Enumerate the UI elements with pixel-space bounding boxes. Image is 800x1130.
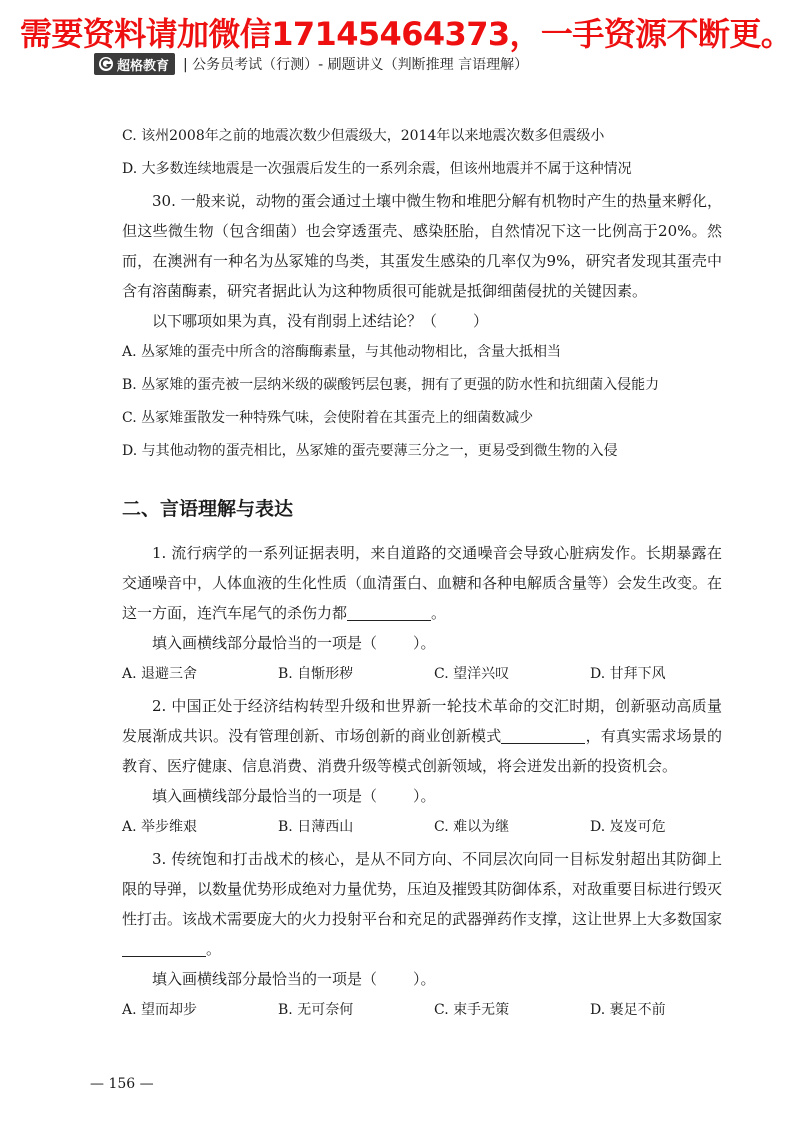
page-number: — 156 — [90,1076,154,1092]
q2-option-c: C. 难以为继 [434,819,510,835]
fill-blank [501,725,585,744]
q30-stem: 30. 一般来说，动物的蛋会通过土壤中微生物和堆肥分解有机物时产生的热量来孵化，但这些微生物（包含细菌）也会穿透蛋壳、感染胚胎，自然情况下这一比例高于20%。然而，在澳洲有一种名为丛冢雉的鸟类，其蛋发生感染的几率仅为9%，研究者发现其蛋壳中含有溶菌酶素，研究者据此认为这种物质很可能就是抵御细菌侵扰的关键因素。 [122,192,723,300]
q1-options [122,658,722,691]
q3-option-c: C. 束手无策 [434,1002,510,1018]
watermark-text: 需要资料请加微信17145464373，一手资源不断更。 [20,15,793,53]
q30-question: 以下哪项如果为真，没有削弱上述结论？（ ） [152,312,489,330]
q29-option-d: D. 大多数连续地震是一次强震后发生的一系列余震，但该州地震并不属于这种情况 [122,161,632,177]
q1-option-a: A. 退避三舍 [122,666,198,682]
q30-option-d: D. 与其他动物的蛋壳相比，丛冢雉的蛋壳要薄三分之一，更易受到微生物的入侵 [122,443,618,459]
fill-blank [122,938,206,957]
brand-g-icon [98,56,114,72]
q3-stem: 3. 传统饱和打击战术的核心，是从不同方向、不同层次向同一目标发射超出其防御上限的导弹，以数量优势形成绝对力量优势，压迫及摧毁其防御体系，对敌重要目标进行毁灭性打击。该战术需要庞大的火力投射平台和充足的武器弹药作支撑，这让世界上大多数国家。 [122,850,723,958]
q3-prompt: 填入画横线部分最恰当的一项是（ ）。 [152,970,436,988]
q3-option-a: A. 望而却步 [122,1002,198,1018]
q30-option-a: A. 丛冢雉的蛋壳中所含的溶酶酶素量，与其他动物相比，含量大抵相当 [122,344,562,360]
q3-option-d: D. 裹足不前 [590,1002,666,1018]
q1-stem: 1. 流行病学的一系列证据表明，来自道路的交通噪音会导致心脏病发作。长期暴露在交通噪音中，人体血液的生化性质（血清蛋白、血糖和各种电解质含量等）会发生改变。在这一方面，连汽车尾气的杀伤力都 。 [122,544,723,622]
q3-options [122,994,722,1027]
q3-option-b: B. 无可奈何 [278,1002,354,1018]
q2-option-d: D. 岌岌可危 [590,819,666,835]
q2-option-a: A. 举步维艰 [122,819,198,835]
q1-option-d: D. 甘拜下风 [590,666,666,682]
q2-option-b: B. 日薄西山 [278,819,354,835]
fill-blank [347,602,431,621]
q2-options [122,811,722,844]
header-title: | 公务员考试（行测）- 刷题讲义（判断推理 言语理解） [183,57,529,73]
q1-option-b: B. 自惭形秽 [278,666,354,682]
q30-option-c: C. 丛冢雉蛋散发一种特殊气味，会使附着在其蛋壳上的细菌数减少 [122,410,534,426]
brand-logo [94,53,175,75]
page-content [122,120,722,1027]
section-title: 二、言语理解与表达 [122,498,294,520]
page-header [94,52,528,76]
q2-prompt: 填入画横线部分最恰当的一项是（ ）。 [152,787,436,805]
brand-name: 超格教育 [117,58,170,74]
q30-option-b: B. 丛冢雉的蛋壳被一层纳米级的碳酸钙层包裹，拥有了更强的防水性和抗细菌入侵能力 [122,377,660,393]
q29-option-c: C. 该州2008年之前的地震次数少但震级大，2014年以来地震次数多但震级小 [122,128,605,144]
q1-option-c: C. 望洋兴叹 [434,666,510,682]
q1-prompt: 填入画横线部分最恰当的一项是（ ）。 [152,634,436,652]
q2-stem: 2. 中国正处于经济结构转型升级和世界新一轮技术革命的交汇时期，创新驱动高质量发展渐成共识。没有管理创新、市场创新的商业创新模式 ，有真实需求场景的教育、医疗健康、信息消费、消费升级等模式创新领域，将会迸发出新的投资机会。 [122,697,722,775]
